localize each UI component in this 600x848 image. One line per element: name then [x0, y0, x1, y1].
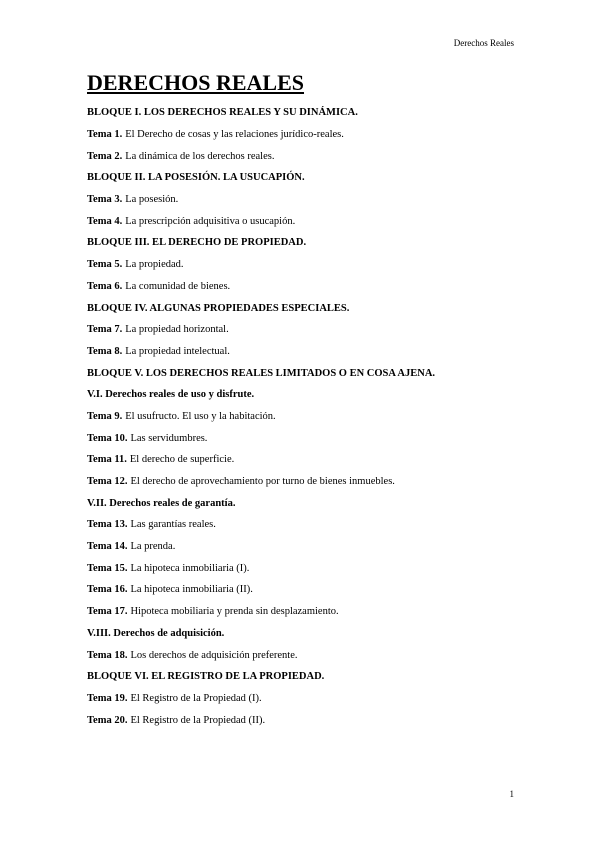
tema-number: Tema 10.: [87, 432, 128, 444]
tema-number: Tema 2.: [87, 150, 123, 162]
tema-entry: [87, 536, 540, 558]
tema-title: Las servidumbres.: [130, 432, 208, 444]
tema-title: El Registro de la Propiedad (I).: [130, 692, 262, 704]
tema-title: La propiedad intelectual.: [125, 345, 230, 357]
tema-title: El derecho de superficie.: [129, 454, 235, 466]
tema-entry: [87, 189, 540, 211]
tema-entry: [87, 427, 540, 449]
tema-title: El derecho de aprovechamiento por turno de bienes inmuebles.: [130, 476, 395, 488]
bloque-heading: BLOQUE III. EL DERECHO DE PROPIEDAD.: [87, 237, 307, 249]
tema-entry: [87, 406, 540, 428]
tema-entry: [87, 254, 540, 276]
tema-number: Tema 14.: [87, 541, 128, 553]
tema-title: La comunidad de bienes.: [125, 280, 231, 292]
tema-number: Tema 17.: [87, 606, 128, 618]
tema-title: La hipoteca inmobiliaria (II).: [130, 584, 253, 596]
tema-number: Tema 7.: [87, 324, 123, 336]
tema-title: Las garantías reales.: [130, 519, 216, 531]
tema-title: El Derecho de cosas y las relaciones jurídico-reales.: [125, 129, 344, 141]
tema-number: Tema 15.: [87, 562, 128, 574]
tema-number: Tema 13.: [87, 519, 128, 531]
tema-entry: [87, 709, 540, 731]
tema-entry: [87, 319, 540, 341]
tema-number: Tema 11.: [87, 454, 127, 466]
tema-number: Tema 5.: [87, 259, 123, 271]
tema-entry: [87, 471, 540, 493]
bloque-heading: BLOQUE II. LA POSESIÓN. LA USUCAPIÓN.: [87, 172, 305, 184]
bloque-heading: BLOQUE V. LOS DERECHOS REALES LIMITADOS O EN COSA AJENA.: [87, 367, 436, 379]
tema-entry: [87, 557, 540, 579]
bloque-heading: BLOQUE I. LOS DERECHOS REALES Y SU DINÁMICA.: [87, 107, 358, 119]
section-heading: V.II. Derechos reales de garantía.: [87, 497, 236, 509]
tema-number: Tema 20.: [87, 714, 128, 726]
tema-number: Tema 9.: [87, 410, 123, 422]
tema-title: La prenda.: [130, 541, 176, 553]
section-heading: V.III. Derechos de adquisición.: [87, 627, 225, 639]
tema-number: Tema 16.: [87, 584, 128, 596]
tema-number: Tema 19.: [87, 692, 128, 704]
tema-entry: [87, 145, 540, 167]
tema-title: Hipoteca mobiliaria y prenda sin desplazamiento.: [130, 606, 339, 618]
tema-entry: [87, 124, 540, 146]
tema-number: Tema 4.: [87, 215, 123, 227]
tema-entry: [87, 579, 540, 601]
tema-number: Tema 18.: [87, 649, 128, 661]
tema-entry: [87, 341, 540, 363]
tema-entry: [87, 210, 540, 232]
tema-title: La prescripción adquisitiva o usucapión.: [125, 215, 296, 227]
running-header: Derechos Reales: [453, 38, 514, 48]
tema-title: El Registro de la Propiedad (II).: [130, 714, 266, 726]
tema-entry: [87, 514, 540, 536]
tema-entry: [87, 644, 540, 666]
tema-number: Tema 8.: [87, 345, 123, 357]
bloque-heading: BLOQUE VI. EL REGISTRO DE LA PROPIEDAD.: [87, 671, 325, 683]
syllabus-list: [87, 102, 540, 731]
bloque-heading: BLOQUE IV. ALGUNAS PROPIEDADES ESPECIALES.: [87, 302, 350, 314]
tema-number: Tema 12.: [87, 476, 128, 488]
tema-entry: [87, 688, 540, 710]
section-heading: V.I. Derechos reales de uso y disfrute.: [87, 389, 255, 401]
tema-title: Los derechos de adquisición preferente.: [130, 649, 298, 661]
tema-title: La dinámica de los derechos reales.: [125, 150, 275, 162]
tema-title: La propiedad horizontal.: [125, 324, 229, 336]
tema-entry: [87, 276, 540, 298]
tema-title: La hipoteca inmobiliaria (I).: [130, 562, 250, 574]
tema-title: La propiedad.: [125, 259, 184, 271]
tema-entry: [87, 449, 540, 471]
document-title: DERECHOS REALES: [87, 70, 305, 95]
tema-number: Tema 6.: [87, 280, 123, 292]
tema-number: Tema 1.: [87, 129, 123, 141]
page-number: 1: [509, 789, 514, 799]
tema-number: Tema 3.: [87, 194, 123, 206]
tema-entry: [87, 601, 540, 623]
tema-title: La posesión.: [125, 194, 179, 206]
tema-title: El usufructo. El uso y la habitación.: [125, 410, 276, 422]
